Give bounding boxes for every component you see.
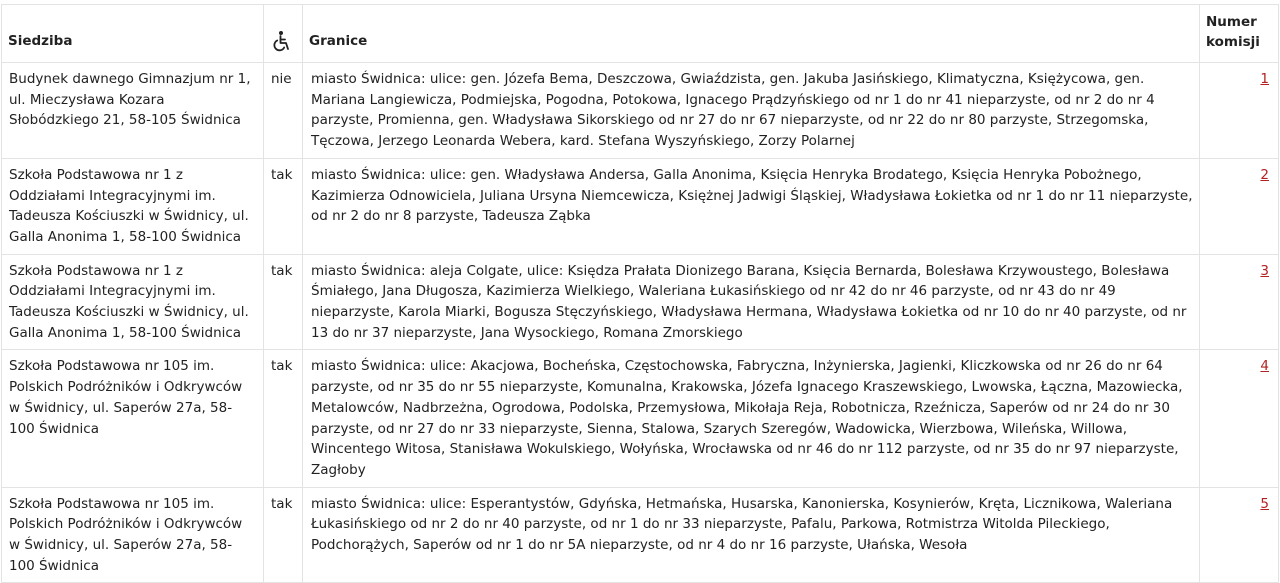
cell-granice: miasto Świdnica: ulice: gen. Józefa Bema, Deszczowa, Gwiaździsta, gen. Jakuba Jasińskiego, Klimatyczna, Księżycowa, gen. Mariana Langiewicza, Podmiejska, Pogodna, Potokowa, Ignacego Prądzyńskiego od nr 1 do nr 41 nieparzyste, od nr 2 do nr 4 parzyste, Promienna, gen. Władysława Sikorskiego od nr 27 do nr 67 nieparzyste, od nr 22 do nr 80 parzyste, Strzegomska, Tęczowa, Jerzego Leonarda Webera, kard. Stefana Wyszyńskiego, Zorzy Polarnej [303, 63, 1200, 159]
cell-siedziba: Budynek dawnego Gimnazjum nr 1, ul. Mieczysława Kozara Słobódzkiego 21, 58-105 Świdnica [2, 63, 264, 159]
cell-numer-komisji [1200, 350, 1279, 487]
cell-accessibility: tak [264, 254, 303, 350]
header-accessibility [264, 5, 303, 63]
table-row [2, 63, 1279, 159]
header-siedziba: Siedziba [2, 5, 264, 63]
cell-accessibility: tak [264, 350, 303, 487]
cell-siedziba: Szkoła Podstawowa nr 1 z Oddziałami Integracyjnymi im. Tadeusza Kościuszki w Świdnicy, ul. Galla Anonima 1, 58-100 Świdnica [2, 254, 264, 350]
cell-numer-komisji [1200, 158, 1279, 254]
commission-link[interactable]: 3 [1260, 262, 1269, 279]
cell-granice: miasto Świdnica: ulice: Esperantystów, Gdyńska, Hetmańska, Husarska, Kanonierska, Kosynierów, Kręta, Licznikowa, Waleriana Łukasińskiego od nr 2 do nr 40 parzyste, od nr 1 do nr 33 nieparzyste, Pafalu, Parkowa, Rotmistrza Witolda Pileckiego, Podchorążych, Saperów od nr 1 do nr 5A nieparzyste, od nr 4 do nr 16 parzyste, Ułańska, Wesoła [303, 487, 1200, 583]
cell-siedziba: Szkoła Podstawowa nr 105 im. Polskich Podróżników i Odkrywców w Świdnicy, ul. Saperów 27a, 58-100 Świdnica [2, 350, 264, 487]
cell-accessibility: tak [264, 158, 303, 254]
cell-siedziba: Szkoła Podstawowa nr 105 im. Polskich Podróżników i Odkrywców w Świdnicy, ul. Saperów 27a, 58-100 Świdnica [2, 487, 264, 583]
commission-link[interactable]: 1 [1260, 71, 1269, 87]
table-row [2, 487, 1279, 583]
cell-numer-komisji [1200, 254, 1279, 350]
commission-link[interactable]: 4 [1260, 358, 1269, 375]
cell-granice: miasto Świdnica: ulice: gen. Władysława Andersa, Galla Anonima, Księcia Henryka Brodatego, Księcia Henryka Pobożnego, Kazimierza Odnowiciela, Juliana Ursyna Niemcewicza, Księżnej Jadwigi Śląskiej, Władysława Łokietka od nr 1 do nr 11 nieparzyste, od nr 2 do nr 8 parzyste, Tadeusza Ząbka [303, 158, 1200, 254]
polling-stations-table [1, 4, 1279, 583]
table-row [2, 254, 1279, 350]
header-granice: Granice [303, 5, 1200, 63]
table-row [2, 158, 1279, 254]
commission-link[interactable]: 5 [1260, 495, 1269, 512]
cell-siedziba: Szkoła Podstawowa nr 1 z Oddziałami Integracyjnymi im. Tadeusza Kościuszki w Świdnicy, ul. Galla Anonima 1, 58-100 Świdnica [2, 158, 264, 254]
cell-numer-komisji [1200, 487, 1279, 583]
table-body [2, 63, 1279, 583]
cell-granice: miasto Świdnica: aleja Colgate, ulice: Księdza Prałata Dionizego Barana, Księcia Bernarda, Bolesława Krzywoustego, Bolesława Śmiałego, Jana Długosza, Kazimierza Wielkiego, Waleriana Łukasińskiego od nr 42 do nr 46 parzyste, od nr 43 do nr 49 nieparzyste, Karola Miarki, Bogusza Stęczyńskiego, Władysława Hermana, Władysława Łokietka od nr 10 do nr 40 parzyste, od nr 13 do nr 37 nieparzyste, Jana Wysockiego, Romana Zmorskiego [303, 254, 1200, 350]
header-numer-komisji: Numer komisji [1200, 5, 1279, 63]
cell-numer-komisji [1200, 63, 1279, 159]
cell-accessibility: nie [264, 63, 303, 159]
commission-link[interactable]: 2 [1260, 166, 1269, 183]
table-row [2, 350, 1279, 487]
cell-granice: miasto Świdnica: ulice: Akacjowa, Bocheńska, Częstochowska, Fabryczna, Inżynierska, Jagienki, Kliczkowska od nr 26 do nr 64 parzyste, od nr 35 do nr 55 nieparzyste, Komunalna, Krakowska, Józefa Ignacego Kraszewskiego, Lwowska, Łączna, Mazowiecka, Metalowców, Nadbrzeżna, Ogrodowa, Podolska, Przemysłowa, Mikołaja Reja, Robotnicza, Rzeźnicza, Saperów od nr 24 do nr 30 parzyste, od nr 27 do nr 33 nieparzyste, Sienna, Stalowa, Szarych Szeregów, Wadowicka, Wierzbowa, Wileńska, Willowa, Wincentego Witosa, Stanisława Wokulskiego, Wołyńska, Wrocławska od nr 46 do nr 112 parzyste, od nr 35 do nr 97 nieparzyste, Zagłoby [303, 350, 1200, 487]
wheelchair-icon [270, 30, 290, 52]
cell-accessibility: tak [264, 487, 303, 583]
table-header-row [2, 5, 1279, 63]
polling-stations-table-wrapper [1, 4, 1278, 583]
